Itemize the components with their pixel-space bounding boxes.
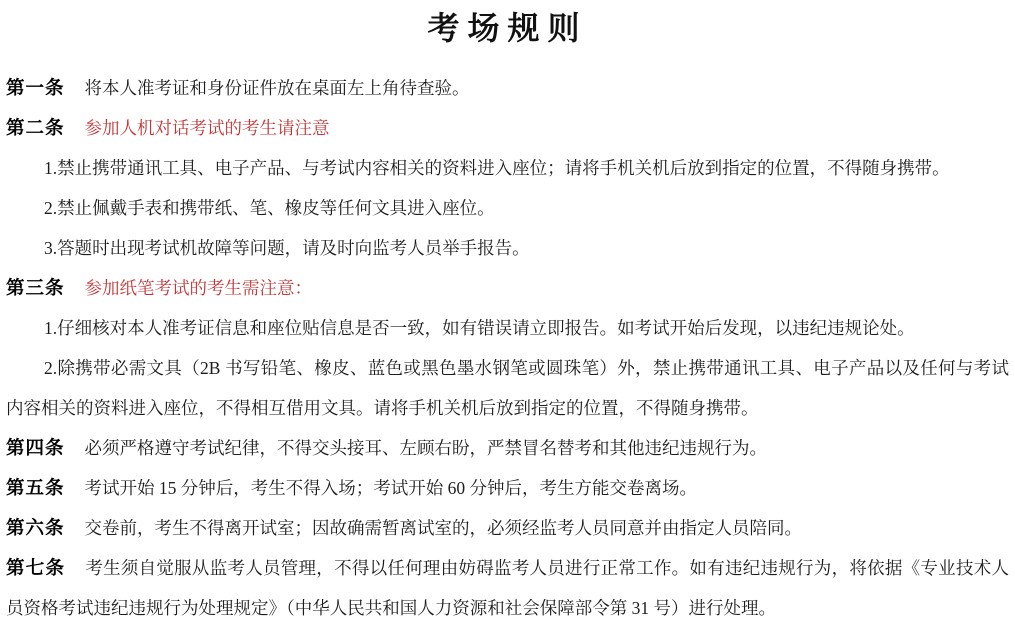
article-5-label: 第五条 (6, 477, 65, 498)
page-title: 考场规则 (427, 10, 588, 46)
article-2-item-2: 2.禁止佩戴手表和携带纸、笔、橡皮等任何文具进入座位。 (44, 198, 495, 218)
article-4-text: 必须严格遵守考试纪律，不得交头接耳、左顾右盼，严禁冒名替考和其他违纪违规行为。 (84, 438, 768, 458)
article-5-text: 考试开始 15 分钟后，考生不得入场；考试开始 60 分钟后，考生方能交卷离场。 (84, 478, 698, 498)
article-3-label: 第三条 (6, 277, 65, 298)
article-4 (6, 428, 1009, 468)
article-6 (6, 508, 1009, 548)
article-7-text: 考生须自觉服从监考人员管理，不得以任何理由妨碍监考人员进行正常工作。如有违纪违规行为，将依据《专业技术人员资格考试违纪违规行为处理规定》（中华人民共和国人力资源和社会保障部令第 31 号）进行处理。 (6, 558, 1009, 618)
article-2-item-1: 1.禁止携带通讯工具、电子产品、与考试内容相关的资料进入座位；请将手机关机后放到指定的位置，不得随身携带。 (44, 158, 950, 178)
article-3-text: 参加纸笔考试的考生需注意： (84, 278, 313, 298)
article-1 (6, 68, 1009, 108)
article-5 (6, 468, 1009, 508)
article-4-label: 第四条 (6, 437, 65, 458)
article-2 (6, 108, 1009, 148)
article-7-label: 第七条 (6, 557, 66, 578)
article-1-text: 将本人准考证和身份证件放在桌面左上角待查验。 (84, 78, 470, 98)
article-2-text: 参加人机对话考试的考生请注意 (84, 118, 330, 138)
article-6-label: 第六条 (6, 517, 65, 538)
article-3-item-1: 1.仔细核对本人准考证信息和座位贴信息是否一致，如有错误请立即报告。如考试开始后发现，以违纪违规论处。 (44, 318, 915, 338)
article-2-item-3: 3.答题时出现考试机故障等问题，请及时向监考人员举手报告。 (44, 238, 530, 258)
article-7 (6, 548, 1009, 628)
article-6-text: 交卷前，考生不得离开试室；因故确需暂离试室的，必须经监考人员同意并由指定人员陪同。 (84, 518, 803, 538)
article-3-item-2: 2.除携带必需文具（2B 书写铅笔、橡皮、蓝色或黑色墨水钢笔或圆珠笔）外，禁止携带通讯工具、电子产品以及任何与考试内容相关的资料进入座位，不得相互借用文具。请将手机关机后放到指定的位置，不得随身携带。 (6, 358, 1009, 418)
article-1-label: 第一条 (6, 77, 65, 98)
article-2-label: 第二条 (6, 117, 65, 138)
article-3 (6, 268, 1009, 308)
